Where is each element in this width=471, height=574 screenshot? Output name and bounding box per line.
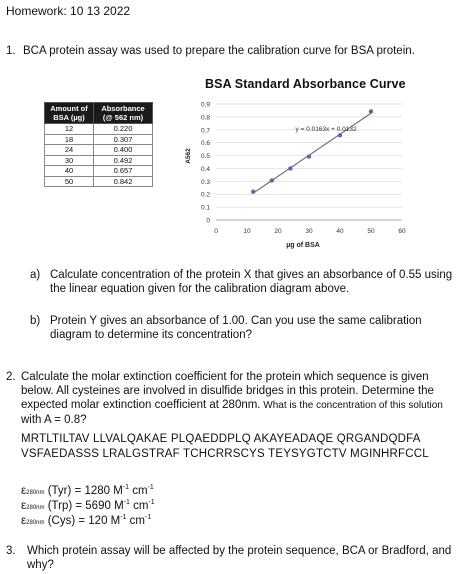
question-2-line3a: expected molar extinction coefficient at 280nm. <box>21 399 261 411</box>
x-tick-label: 0 <box>214 228 218 235</box>
question-1-number: 1. <box>6 45 16 57</box>
table-cell: 50 <box>45 176 94 187</box>
data-point <box>338 133 342 137</box>
table-cell: 0.307 <box>94 134 153 145</box>
question-1a-label: a) <box>30 269 41 281</box>
table-cell: 12 <box>45 124 94 135</box>
data-point <box>307 154 311 158</box>
trendline-equation: y = 0.0163x + 0.0132 <box>295 126 357 134</box>
question-1a-line2: the linear equation given for the calibration diagram above. <box>50 283 350 295</box>
y-tick-label: 0.3 <box>200 178 210 186</box>
question-1b-line1: Protein Y gives an absorbance of 1.00. Can you use the same calibration <box>50 315 422 327</box>
table-row <box>45 166 153 177</box>
question-1-text: BCA protein assay was used to prepare the calibration curve for BSA protein. <box>23 45 415 57</box>
bsa-standard-table <box>44 102 153 187</box>
extinction-cys: ε280nm (Cys) = 120 $M^{-1}$ $cm^{-1}$ <box>21 514 152 527</box>
data-point <box>251 189 255 193</box>
y-tick-label: 0.9 <box>200 101 210 109</box>
chart-title: BSA Standard Absorbance Curve <box>205 77 406 91</box>
table-header-amount: Amount of BSA (µg) <box>45 103 94 124</box>
table-cell: 0.842 <box>94 176 153 187</box>
table-header-absorbance: Absorbance (@ 562 nm) <box>94 103 153 124</box>
extinction-tyr: ε280nm (Tyr) = 1280 $M^{-1}$ $cm^{-1}$ <box>21 484 154 497</box>
x-axis-label: µg of BSA <box>286 242 320 249</box>
y-axis-label: A562 <box>185 148 192 164</box>
y-tick-label: 0.2 <box>200 191 210 199</box>
table-row <box>45 134 153 145</box>
table-row <box>45 124 153 135</box>
x-tick-label: 10 <box>243 228 251 235</box>
protein-sequence <box>21 432 429 462</box>
question-2-line4: with A = 0.8? <box>21 414 87 426</box>
extinction-trp: ε280nm (Trp) = 5690 $M^{-1}$ $cm^{-1}$ <box>21 499 155 512</box>
x-tick-label: 30 <box>305 228 313 235</box>
x-tick-label: 50 <box>367 228 375 235</box>
question-1b-label: b) <box>30 315 41 327</box>
table-cell: 0.220 <box>94 124 153 135</box>
table-cell: 40 <box>45 166 94 177</box>
table-cell: 0.492 <box>94 155 153 166</box>
homework-title: Homework: 10 13 2022 <box>6 4 131 18</box>
y-tick-label: 0.1 <box>200 204 210 212</box>
question-3-line2: why? <box>27 559 54 571</box>
question-3-number: 3. <box>6 545 16 557</box>
table-cell: 0.657 <box>94 166 153 177</box>
x-tick-label: 20 <box>274 228 282 235</box>
table-row <box>45 145 153 156</box>
question-1b-line2: diagram to determine its concentration? <box>50 329 252 341</box>
y-tick-label: 0.4 <box>200 165 210 173</box>
table-row <box>45 176 153 187</box>
y-tick-label: 0.5 <box>200 153 210 161</box>
question-2-line3b: What is the concentration of this solution <box>260 400 443 411</box>
calibration-chart <box>170 96 440 252</box>
data-point <box>369 109 373 113</box>
question-2-line1: Calculate the molar extinction coefficient for the protein which sequence is given <box>21 371 429 383</box>
question-3-line1: Which protein assay will be affected by the protein sequence, BCA or Bradford, and <box>27 545 452 557</box>
y-tick-label: 0.8 <box>200 114 210 122</box>
question-1a-line1: Calculate concentration of the protein X that gives an absorbance of 0.55 using <box>50 269 453 281</box>
question-2-number: 2. <box>6 371 16 383</box>
y-tick-label: 0.6 <box>200 140 210 148</box>
table-cell: 18 <box>45 134 94 145</box>
x-tick-label: 40 <box>336 228 344 235</box>
x-tick-label: 60 <box>398 228 406 235</box>
sequence-line-1: MRTLTILTAV LLVALQAKAE PLQAEDDPLQ AKAYEADAQE QRGANDQDFA <box>21 433 421 445</box>
sequence-line-2: VSFAEDASSS LRALGSTRAF TCHCRRSCYS TEYSYGTCTV MGINHRFCCL <box>21 448 429 460</box>
table-cell: 30 <box>45 155 94 166</box>
data-point <box>270 178 274 182</box>
y-tick-label: 0.7 <box>200 127 210 135</box>
y-tick-label: 0 <box>206 217 210 225</box>
table-row <box>45 155 153 166</box>
question-2-line2: below. All cysteines are involved in disulfide bridges in this protein. Determine the <box>21 385 434 397</box>
data-point <box>288 166 292 170</box>
table-cell: 24 <box>45 145 94 156</box>
table-cell: 0.400 <box>94 145 153 156</box>
